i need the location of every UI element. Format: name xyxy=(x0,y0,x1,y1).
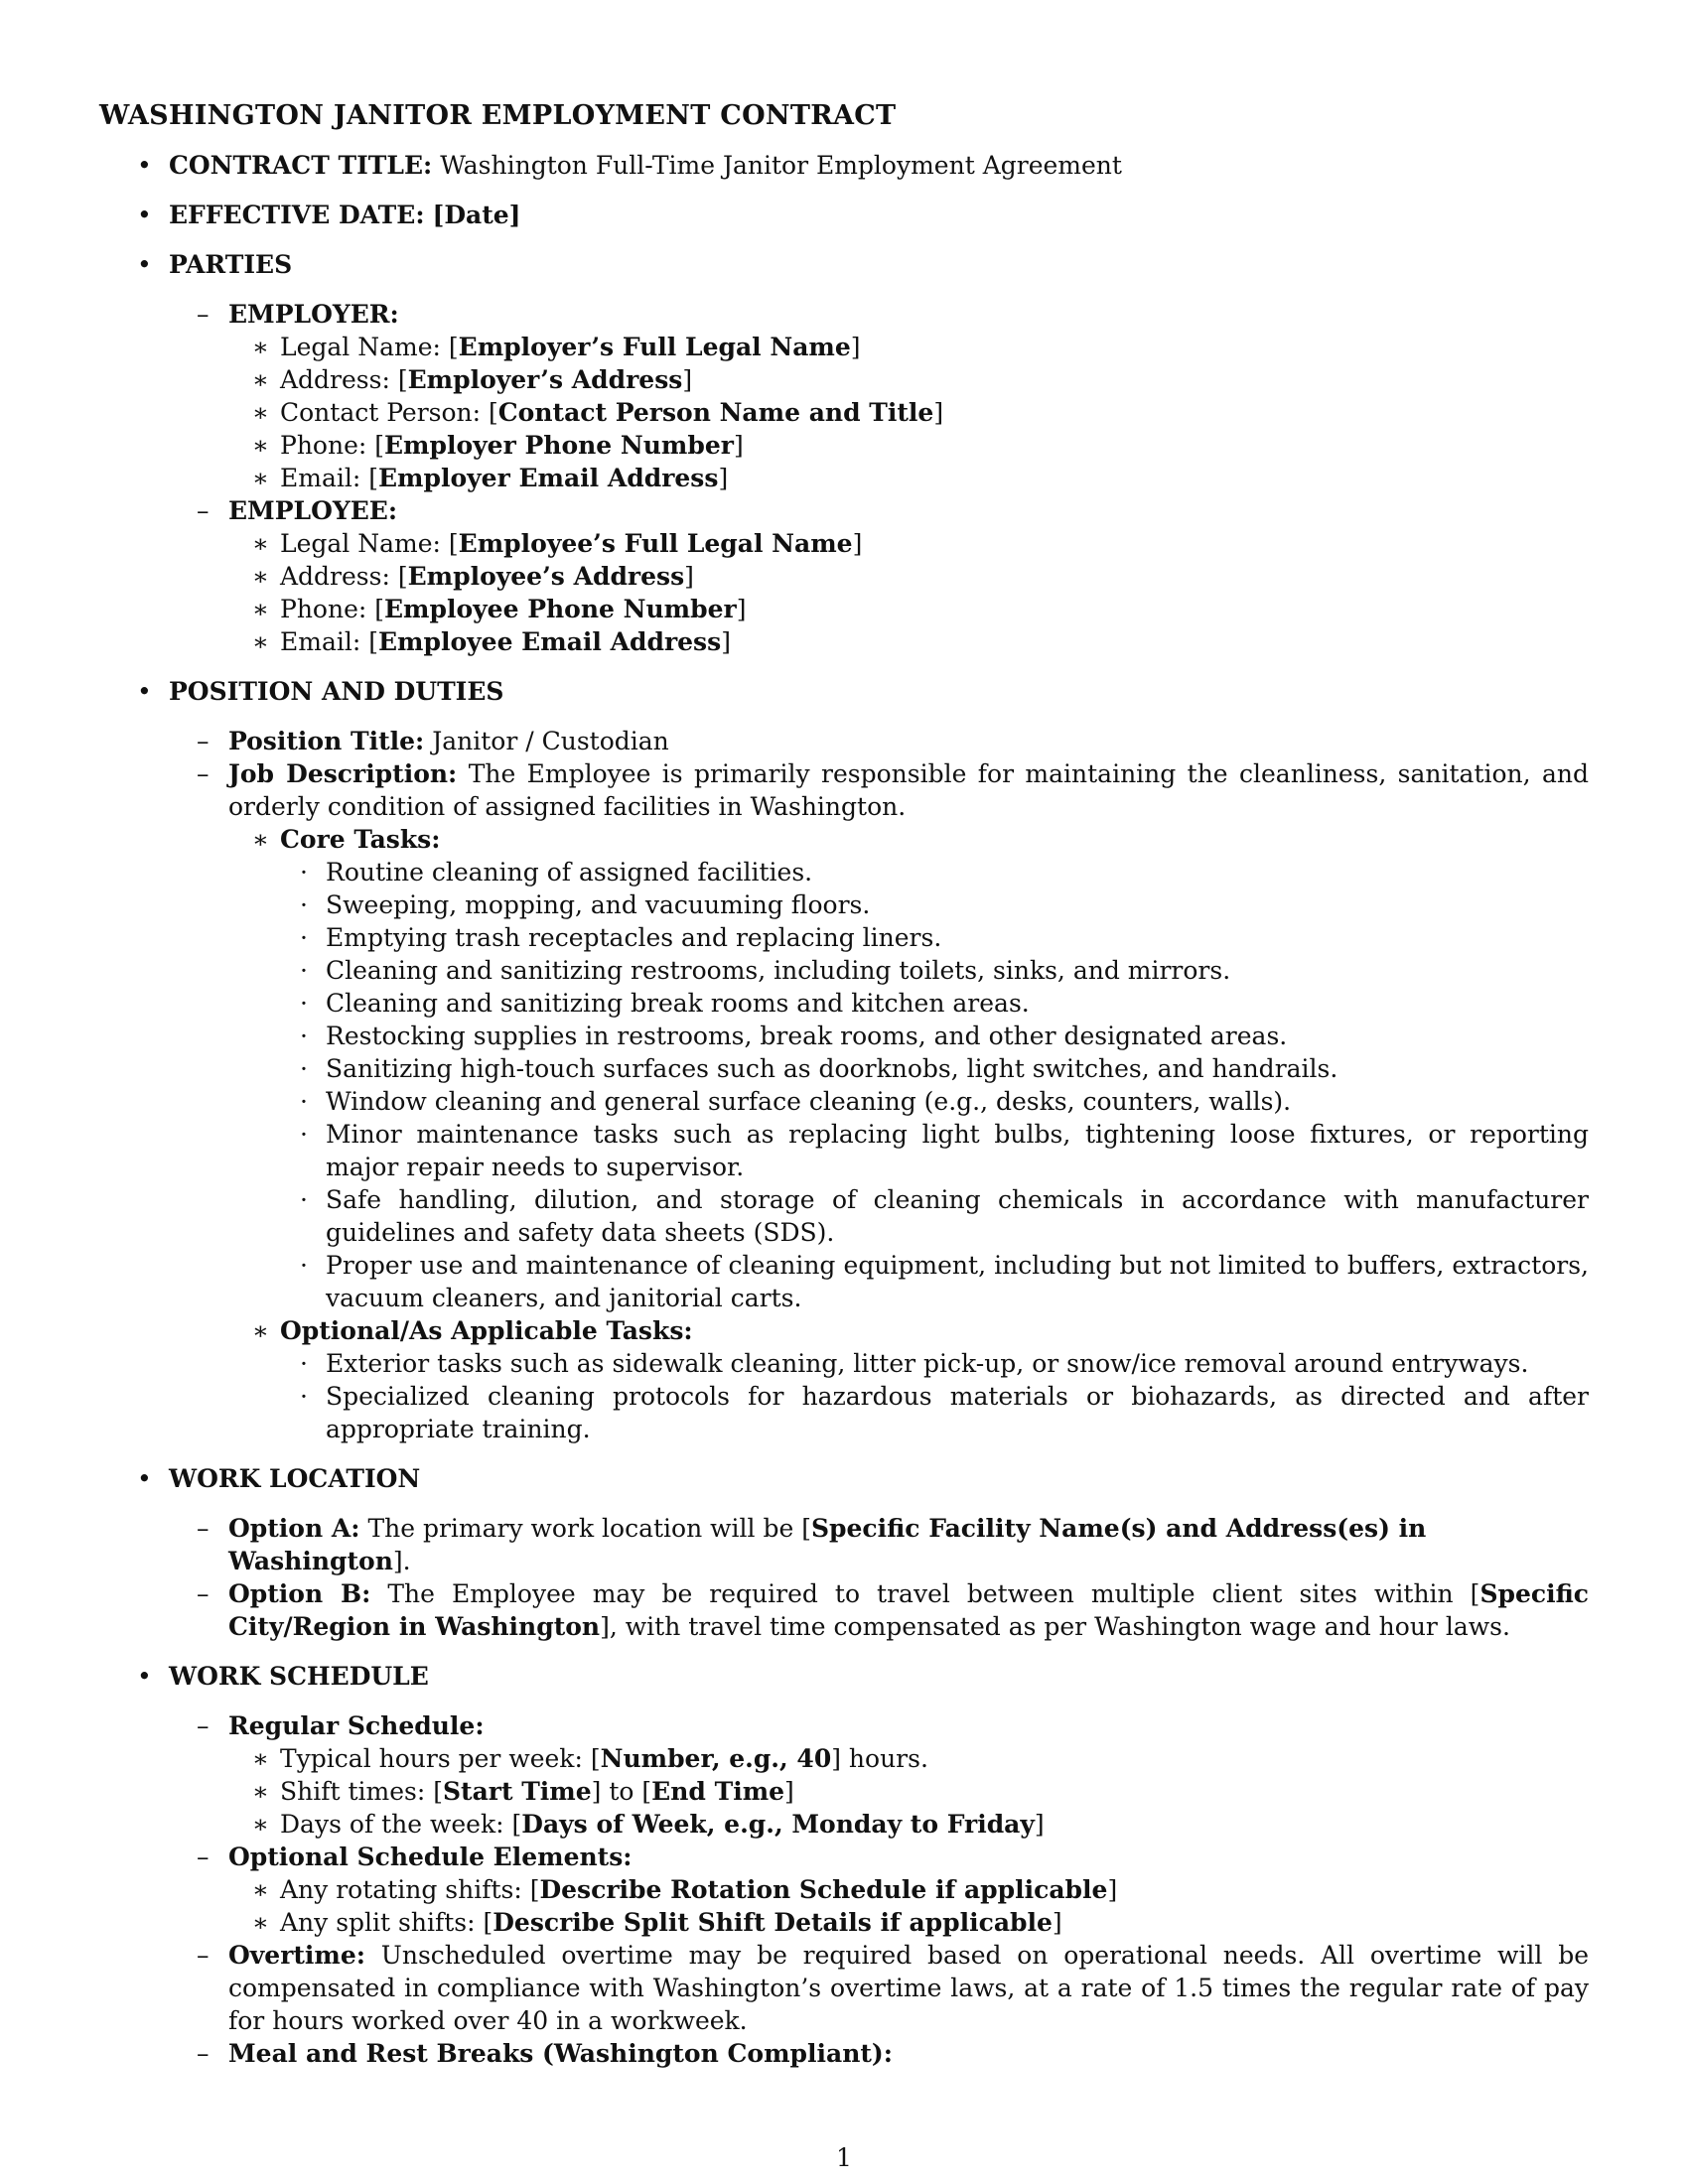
field-label: Legal Name: xyxy=(280,529,441,558)
core-task-text: Emptying trash receptacles and replacing liners. xyxy=(326,923,942,952)
option-b-value: Specific City/Region in Washington xyxy=(228,1579,1590,1641)
days-label: Days of the week: xyxy=(280,1810,504,1839)
bullet-asterisk: ∗ xyxy=(252,464,269,492)
core-task xyxy=(0,1249,1688,1314)
core-task-text: Safe handling, dilution, and storage of cleaning chemicals in accordance with manufacturer guidelines and safety data sheets (SDS). xyxy=(326,1185,1589,1247)
bullet-middot: · xyxy=(300,1087,308,1116)
optional-task xyxy=(0,1347,1688,1380)
core-task-text: Sanitizing high-touch surfaces such as doorknobs, light switches, and handrails. xyxy=(326,1054,1338,1083)
bullet-asterisk: ∗ xyxy=(252,1316,269,1345)
overtime-text: Unscheduled overtime may be required based on operational needs. All overtime will be compensated in compliance with Washington’s overtime laws, at a rate of 1.5 times the regular rate of pay for hours worked over 40 in a workweek. xyxy=(228,1941,1589,2035)
days-value: Days of Week, e.g., Monday to Friday xyxy=(521,1810,1035,1839)
core-task-text: Cleaning and sanitizing break rooms and kitchen areas. xyxy=(326,989,1030,1018)
shift-end: End Time xyxy=(651,1777,785,1806)
bullet-dot: • xyxy=(137,201,152,229)
location-heading-text: WORK LOCATION xyxy=(169,1464,421,1493)
shift-times-item: ∗ Shift times: [Start Time] to [End Time] xyxy=(252,1777,794,1806)
rotating-shifts-item: ∗ Any rotating shifts: [Describe Rotation Schedule if applicable] xyxy=(252,1875,1118,1904)
bullet-asterisk: ∗ xyxy=(252,825,269,854)
parties-heading-text: PARTIES xyxy=(169,250,293,279)
field-label: Address: xyxy=(280,365,390,394)
core-task-text: Routine cleaning of assigned facilities. xyxy=(326,858,813,887)
regular-schedule-heading xyxy=(0,1709,1688,1742)
core-tasks-heading xyxy=(0,823,1688,856)
core-task xyxy=(0,987,1688,1020)
location-option-a: – Option A: The primary work location will be [Specific Facility Name(s) and Address(es) in Washington]. xyxy=(197,1514,1427,1575)
bullet-dash: – xyxy=(197,1514,210,1543)
employer-field: ∗ Email: [Employer Email Address] xyxy=(252,464,729,492)
optional-task-text: Specialized cleaning protocols for hazardous materials or biohazards, as directed and after appropriate training. xyxy=(326,1382,1589,1443)
effective-date-value: [Date] xyxy=(432,201,521,229)
option-a-value: Specific Facility Name(s) and Address(es) in Washington xyxy=(228,1514,1427,1575)
bullet-middot: · xyxy=(300,1382,308,1411)
option-b-text: The Employee may be required to travel between multiple client sites within xyxy=(387,1579,1454,1608)
employer-field: ∗ Phone: [Employer Phone Number] xyxy=(252,431,744,460)
hours-suffix: hours. xyxy=(848,1744,928,1773)
employer-heading-text: EMPLOYER: xyxy=(228,300,399,329)
overtime-item xyxy=(0,1939,1688,2037)
bullet-dash: – xyxy=(197,1941,210,1970)
rotating-value: Describe Rotation Schedule if applicable xyxy=(539,1875,1108,1904)
bullet-middot: · xyxy=(300,989,308,1018)
contract-title-label: CONTRACT TITLE: xyxy=(169,151,433,180)
bullet-asterisk: ∗ xyxy=(252,365,269,394)
core-task-text: Sweeping, mopping, and vacuuming floors. xyxy=(326,890,871,919)
bullet-middot: · xyxy=(300,1349,308,1378)
schedule-heading xyxy=(0,1660,1688,1693)
position-title-value: Janitor / Custodian xyxy=(432,727,669,755)
split-label: Any split shifts: xyxy=(280,1908,476,1937)
bullet-dot: • xyxy=(137,151,152,180)
bullet-asterisk: ∗ xyxy=(252,333,269,361)
bullet-middot: · xyxy=(300,1120,308,1149)
optional-schedule-label: Optional Schedule Elements: xyxy=(228,1843,633,1871)
employee-field: ∗ Address: [Employee’s Address] xyxy=(252,562,694,591)
job-description-label: Job Description: xyxy=(228,759,458,788)
effective-date-item xyxy=(0,199,1688,231)
employee-heading xyxy=(0,494,1688,527)
core-task xyxy=(0,1118,1688,1183)
field-value: Employer’s Full Legal Name xyxy=(458,333,851,361)
option-b-tail: , with travel time compensated as per Washington wage and hour laws. xyxy=(609,1612,1510,1641)
bullet-dash: – xyxy=(197,1579,210,1608)
shift-to: to xyxy=(609,1777,634,1806)
core-task-text: Cleaning and sanitizing restrooms, including toilets, sinks, and mirrors. xyxy=(326,956,1231,985)
bullet-asterisk: ∗ xyxy=(252,1875,269,1904)
field-label: Legal Name: xyxy=(280,333,441,361)
location-option-b: – Option B: The Employee may be required to travel between multiple client sites within [Specific City/Region in Washington], with travel time compensated as per Washington wage and hour laws. xyxy=(197,1579,1590,1641)
core-task xyxy=(0,1085,1688,1118)
split-shifts-item: ∗ Any split shifts: [Describe Split Shift Details if applicable] xyxy=(252,1908,1062,1937)
contract-title-value: Washington Full-Time Janitor Employment Agreement xyxy=(440,151,1122,180)
shift-label: Shift times: xyxy=(280,1777,426,1806)
employee-field: ∗ Phone: [Employee Phone Number] xyxy=(252,595,747,623)
bullet-asterisk: ∗ xyxy=(252,562,269,591)
bullet-dash: – xyxy=(197,727,210,755)
bullet-asterisk: ∗ xyxy=(252,627,269,656)
document-title: WASHINGTON JANITOR EMPLOYMENT CONTRACT xyxy=(99,100,897,131)
field-value: Employee’s Address xyxy=(407,562,685,591)
employer-field: ∗ Contact Person: [Contact Person Name and Title] xyxy=(252,398,944,427)
job-description-item xyxy=(0,757,1688,823)
bullet-middot: · xyxy=(300,1251,308,1280)
bullet-dot: • xyxy=(137,677,152,706)
contract-title-item xyxy=(0,149,1688,182)
core-task xyxy=(0,1183,1688,1249)
bullet-asterisk: ∗ xyxy=(252,398,269,427)
bullet-asterisk: ∗ xyxy=(252,1777,269,1806)
shift-start: Start Time xyxy=(442,1777,592,1806)
bullet-dot: • xyxy=(137,250,152,279)
optional-tasks-label: Optional/As Applicable Tasks: xyxy=(280,1316,693,1345)
core-task xyxy=(0,1020,1688,1052)
field-value: Employee Phone Number xyxy=(384,595,737,623)
effective-date-label: EFFECTIVE DATE: xyxy=(169,201,425,229)
bullet-dot: • xyxy=(137,1464,152,1493)
field-label: Email: xyxy=(280,627,361,656)
employer-field: ∗ Address: [Employer’s Address] xyxy=(252,365,693,394)
field-value: Employer’s Address xyxy=(407,365,683,394)
overtime-label: Overtime: xyxy=(228,1941,366,1970)
position-title-item xyxy=(0,725,1688,757)
bullet-dot: • xyxy=(137,1662,152,1691)
field-value: Contact Person Name and Title xyxy=(497,398,934,427)
employee-field: ∗ Legal Name: [Employee’s Full Legal Name] xyxy=(252,529,863,558)
bullet-middot: · xyxy=(300,858,308,887)
location-heading xyxy=(0,1462,1688,1495)
breaks-label: Meal and Rest Breaks (Washington Compliant): xyxy=(228,2039,893,2068)
employer-field: ∗ Legal Name: [Employer’s Full Legal Name] xyxy=(252,333,861,361)
field-label: Phone: xyxy=(280,431,367,460)
bullet-dash: – xyxy=(197,759,210,788)
core-task xyxy=(0,954,1688,987)
hours-item: ∗ Typical hours per week: [Number, e.g., 40] hours. xyxy=(252,1744,928,1773)
bullet-asterisk: ∗ xyxy=(252,431,269,460)
core-task xyxy=(0,888,1688,921)
field-value: Employee’s Full Legal Name xyxy=(458,529,853,558)
option-b-label: Option B: xyxy=(228,1579,371,1608)
optional-schedule-heading xyxy=(0,1841,1688,1873)
bullet-middot: · xyxy=(300,1185,308,1214)
core-task xyxy=(0,856,1688,888)
field-label: Contact Person: xyxy=(280,398,482,427)
optional-tasks-heading xyxy=(0,1314,1688,1347)
bullet-dash: – xyxy=(197,2039,210,2068)
bullet-dash: – xyxy=(197,1843,210,1871)
regular-schedule-label: Regular Schedule: xyxy=(228,1711,485,1740)
option-a-label: Option A: xyxy=(228,1514,360,1543)
bullet-dash: – xyxy=(197,300,210,329)
bullet-asterisk: ∗ xyxy=(252,1810,269,1839)
employee-heading-text: EMPLOYEE: xyxy=(228,496,398,525)
parties-heading xyxy=(0,248,1688,281)
bullet-asterisk: ∗ xyxy=(252,1908,269,1937)
job-description-text: The Employee is primarily responsible for maintaining the cleanliness, sanitation, and orderly condition of assigned facilities in Washington. xyxy=(228,759,1590,821)
page-number: 1 xyxy=(836,2143,852,2172)
bullet-middot: · xyxy=(300,923,308,952)
field-value: Employer Phone Number xyxy=(384,431,734,460)
bullet-dash: – xyxy=(197,496,210,525)
core-task xyxy=(0,1052,1688,1085)
field-label: Phone: xyxy=(280,595,367,623)
option-a-text: The primary work location will be xyxy=(367,1514,794,1543)
bullet-middot: · xyxy=(300,1022,308,1050)
bullet-middot: · xyxy=(300,956,308,985)
position-heading-text: POSITION AND DUTIES xyxy=(169,677,504,706)
field-value: Employee Email Address xyxy=(377,627,722,656)
core-task-text: Proper use and maintenance of cleaning equipment, including but not limited to buffers, extractors, vacuum cleaners, and janitorial carts. xyxy=(326,1251,1589,1312)
employee-field: ∗ Email: [Employee Email Address] xyxy=(252,627,731,656)
position-title-label: Position Title: xyxy=(228,727,425,755)
optional-task-text: Exterior tasks such as sidewalk cleaning, litter pick-up, or snow/ice removal around entryways. xyxy=(326,1349,1529,1378)
optional-task xyxy=(0,1380,1688,1445)
core-tasks-label: Core Tasks: xyxy=(280,825,441,854)
bullet-dash: – xyxy=(197,1711,210,1740)
position-heading xyxy=(0,675,1688,708)
bullet-asterisk: ∗ xyxy=(252,595,269,623)
core-task-text: Restocking supplies in restrooms, break rooms, and other designated areas. xyxy=(326,1022,1288,1050)
bullet-asterisk: ∗ xyxy=(252,1744,269,1773)
hours-value: Number, e.g., 40 xyxy=(600,1744,832,1773)
field-label: Email: xyxy=(280,464,361,492)
schedule-heading-text: WORK SCHEDULE xyxy=(169,1662,429,1691)
hours-label: Typical hours per week: xyxy=(280,1744,583,1773)
field-label: Address: xyxy=(280,562,390,591)
employer-heading xyxy=(0,298,1688,331)
split-value: Describe Split Shift Details if applicable xyxy=(492,1908,1053,1937)
document-body xyxy=(0,149,1688,2070)
core-task-text: Minor maintenance tasks such as replacing light bulbs, tightening loose fixtures, or reporting major repair needs to supervisor. xyxy=(326,1120,1589,1181)
bullet-asterisk: ∗ xyxy=(252,529,269,558)
bullet-middot: · xyxy=(300,890,308,919)
rotating-label: Any rotating shifts: xyxy=(280,1875,522,1904)
core-task-text: Window cleaning and general surface cleaning (e.g., desks, counters, walls). xyxy=(326,1087,1292,1116)
core-task xyxy=(0,921,1688,954)
bullet-middot: · xyxy=(300,1054,308,1083)
field-value: Employer Email Address xyxy=(377,464,719,492)
days-item: ∗ Days of the week: [Days of Week, e.g., Monday to Friday] xyxy=(252,1810,1045,1839)
breaks-heading xyxy=(0,2037,1688,2070)
